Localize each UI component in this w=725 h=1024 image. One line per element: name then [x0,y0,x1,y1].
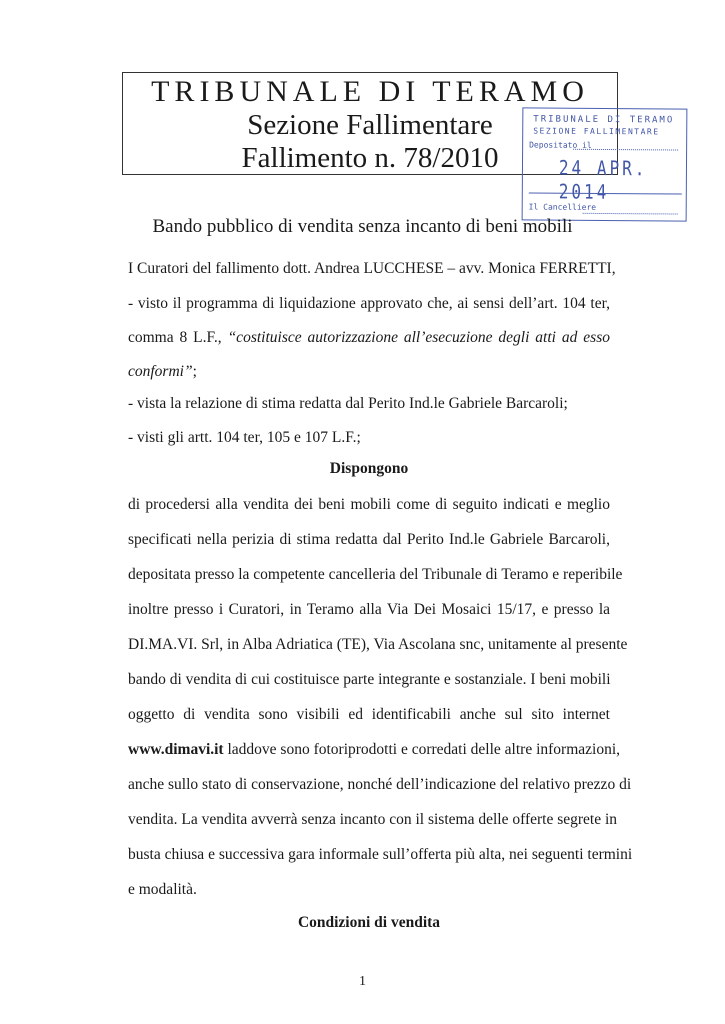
point1-line2 [128,328,610,348]
intro-line: I Curatori del fallimento dott. Andrea LUCCHESE – avv. Monica FERRETTI, [128,260,616,277]
heading-dispongono: Dispongono [329,460,409,477]
court-section: Sezione Fallimentare [247,109,493,141]
website-link[interactable]: www.dimavi.it [128,741,224,758]
body-line: DI.MA.VI. Srl, in Alba Adriatica (TE), Via Ascolana snc, unitamente al presente [128,636,628,653]
body-line-last: e modalità. [128,881,197,898]
court-name: TRIBUNALE DI TERAMO [151,75,589,108]
page-number: 1 [359,974,366,989]
point1-line2-a: comma 8 L.F., [128,329,228,346]
body-line: anche sullo stato di conservazione, nonché dell’indicazione del relativo prezzo di [128,776,632,793]
heading-conditions: Condizioni di vendita [297,914,441,931]
stamp-clerk: Il Cancelliere [528,202,597,212]
body-line: depositata presso la competente cancelleria del Tribunale di Teramo e reperibile [128,566,623,583]
body-line: inoltre presso i Curatori, in Teramo alla Via Dei Mosaici 15/17, e presso la [128,601,610,618]
point1-quote: “costituisce autorizzazione all’esecuzione degli atti ad esso [227,329,610,346]
point3-line: - visti gli artt. 104 ter, 105 e 107 L.F.; [128,429,361,446]
body-line: bando di vendita di cui costituisce parte integrante e sostanziale. I beni mobili [128,671,611,688]
case-number: Fallimento n. 78/2010 [241,142,499,174]
body-line: specificati nella perizia di stima redatta dal Perito Ind.le Gabriele Barcaroli, [128,531,610,548]
stamp-rule [583,213,678,215]
point1-quote-end: conformi” [128,363,193,380]
body-line: vendita. La vendita avverrà senza incanto con il sistema delle offerte segrete in [128,811,618,828]
document-title: Bando pubblico di vendita senza incanto di beni mobili [152,216,573,237]
stamp-court: TRIBUNALE DI TERAMO [533,114,675,126]
body-line-website [128,740,621,760]
body-after-website: laddove sono fotoriprodotti e corredati delle altre informazioni, [223,741,621,758]
point1-line1: - visto il programma di liquidazione approvato che, ai sensi dell’art. 104 ter, [128,295,610,312]
body-line: di procedersi alla vendita dei beni mobili come di seguito indicati e meglio [128,496,610,513]
body-line: busta chiusa e successiva gara informale sull’offerta più alta, nei seguenti termini [128,846,633,863]
stamp-date: 24 APR. 2014 [558,155,648,204]
stamp-deposited: Depositato il [529,140,592,150]
point2-line: - vista la relazione di stima redatta dal Perito Ind.le Gabriele Barcaroli; [128,395,568,412]
deposit-stamp [522,107,688,221]
stamp-section: SEZIONE FALLIMENTARE [533,126,660,137]
stamp-rule [573,149,678,151]
body-line: oggetto di vendita sono visibili ed identificabili anche sul sito internet [128,706,610,723]
point1-semicolon: ; [192,363,197,380]
point1-line3 [128,362,610,382]
